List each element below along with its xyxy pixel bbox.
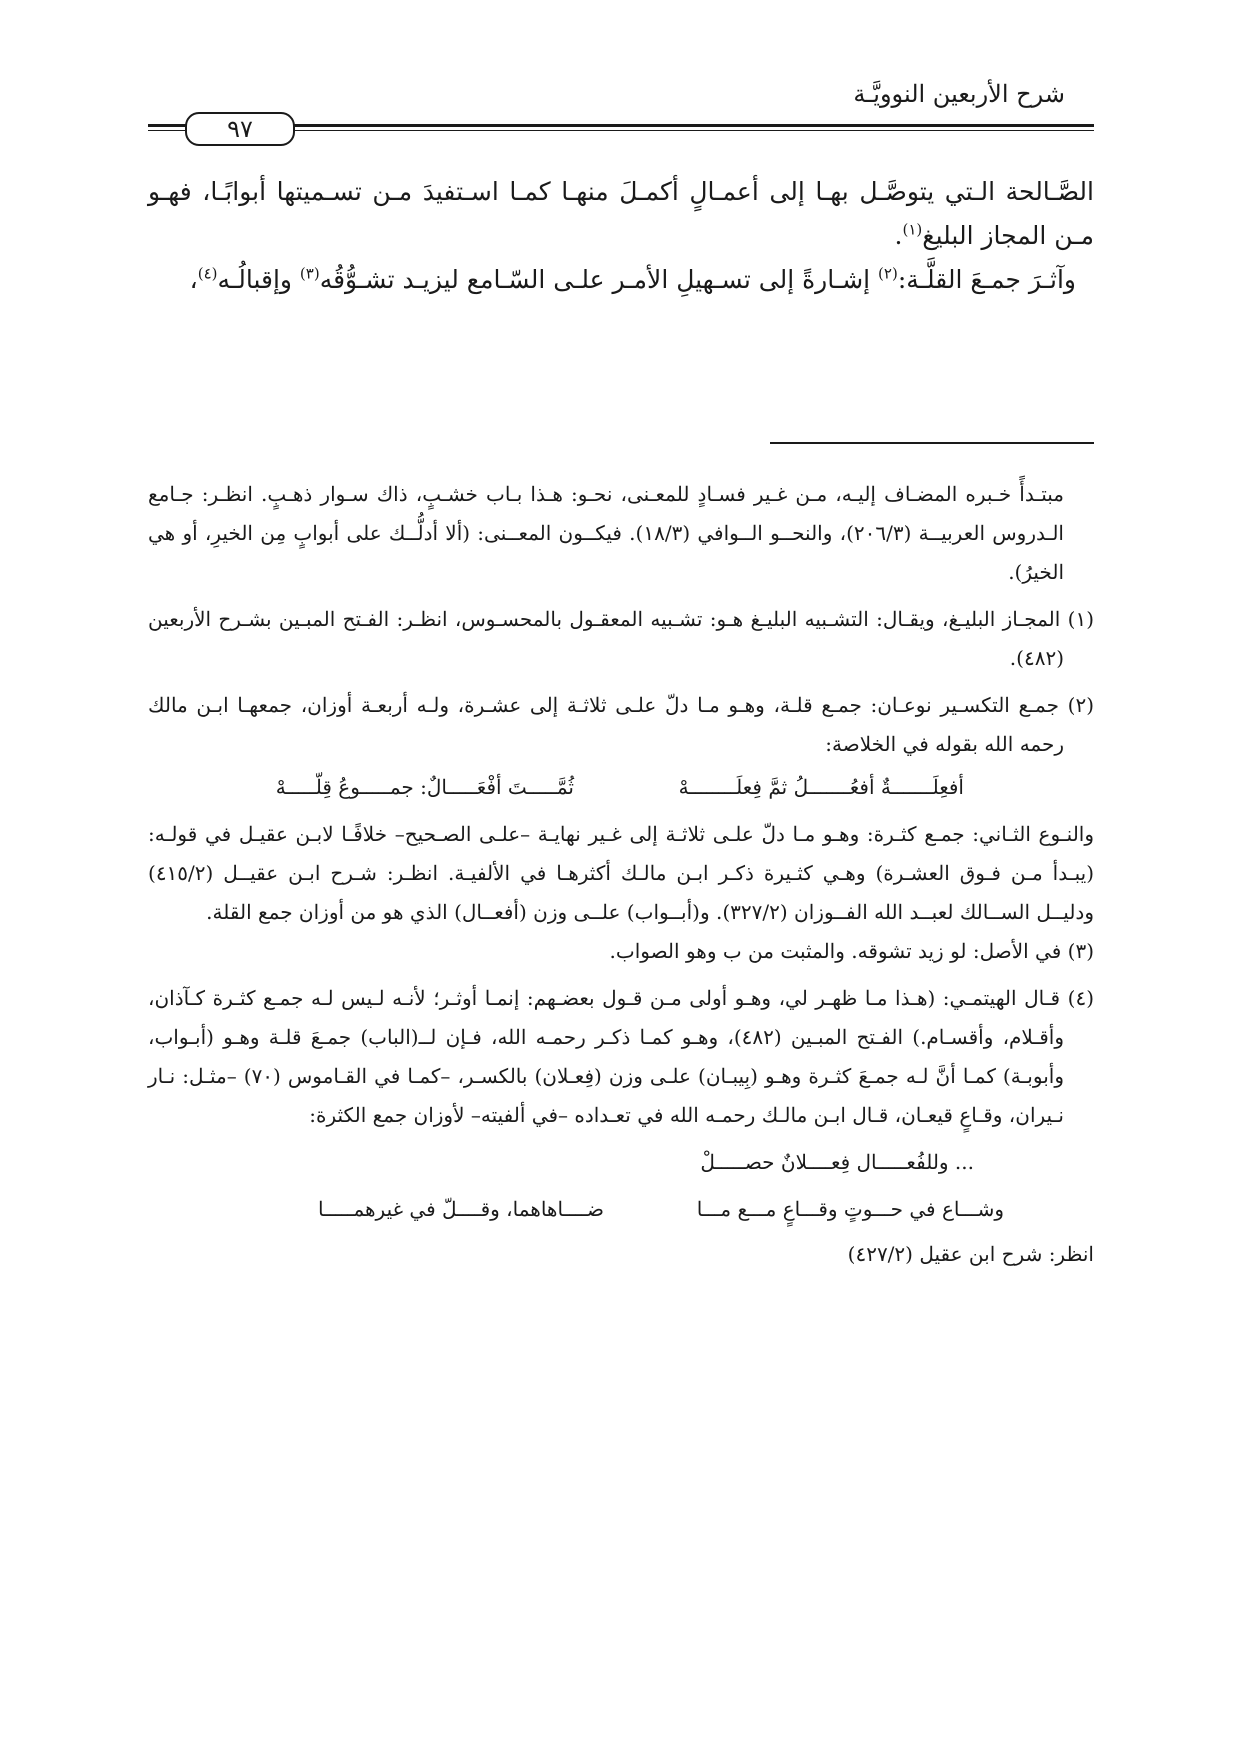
footnote-2: (٢) جمـع التكسـير نوعـان: جمـع قلـة، وهـو مـا دلّ علـى ثلاثـة إلى عشـرة، ولـه أربعـة أوزان، جمعهـا ابـن مالك رحمه الله بقوله في الخلاصة: bbox=[148, 693, 1094, 756]
footnote-ref-4[interactable]: (٤) bbox=[197, 264, 218, 283]
main-paragraph-2: وآثـرَ جمـعَ القلَّـة:$^{(٢)}$ إشـارةً إلى تسـهيلِ الأمـر علـى السّـامع ليزيـد تشـوُّقُه$^{(٣)}$ وإقبالُـه$^{(٤)}$، bbox=[189, 264, 1076, 294]
running-header-title: شرح الأربعين النوويَّـة bbox=[853, 80, 1065, 108]
page-number: ٩٧ bbox=[227, 115, 253, 143]
footnote-ref-1[interactable]: (١) bbox=[902, 220, 923, 239]
main-paragraph-1: الصَّـالحة الـتي يتوصَّـل بهـا إلى أعمـالٍ أكمـلَ منهـا كمـا اسـتفيدَ مـن تسـميتها أبوابًـا، فهـو مـن المجاز البليغ$^{(١)}$. bbox=[148, 177, 1094, 250]
main-text bbox=[148, 170, 1094, 302]
verse-hemistich-right: وشـــاع في حـــوتٍ وقـــاعٍ مـــع مـــا bbox=[696, 1197, 1004, 1221]
verse-hemistich-left: ضــــاهاهما، وقــــلّ في غيرهمـــــا bbox=[318, 1197, 604, 1221]
footnotes-section bbox=[148, 475, 1094, 1274]
footnote-4-reference: انظر: شرح ابن عقيل (٤٢٧/٢) bbox=[847, 1242, 1094, 1266]
page-number-badge bbox=[185, 112, 295, 146]
footnote-separator bbox=[770, 442, 1094, 444]
footnote-4-verse-1: ... وللفُعـــــال فِعــــلانٌ حصـــــلْ bbox=[700, 1150, 974, 1174]
footnote-continuation: مبتـدأً خـبره المضـاف إليـه، مـن غـير فسـادٍ للمعـنى، نحـو: هـذا بـاب خشـبٍ، ذاك سـوار ذهـبٍ. انظـر: جـامع الـدروس العربيــة (٢٠٦/٣)، والنحــو الــوافي (١٨/٣). فيكــون المعــنى: (ألا أدلُّــك على أبوابٍ مِن الخيرِ، أو هي الخيرُ). bbox=[148, 482, 1064, 584]
footnote-2-continuation: والنـوع الثـاني: جمـع كثـرة: وهـو مـا دلّ علـى ثلاثـة إلى غـير نهايـة –علـى الصـحيح– خلافًـا لابـن عقيـل في قولـه: (يبـدأ مـن فـوق العشـرة) وهـي كثـيرة ذكـر ابـن مالـك أكثرهـا في الألفيـة. انظـر: شـرح ابـن عقيــل (٤١٥/٢) ودليــل الســالك لعبــد الله الفــوزان (٣٢٧/٢). و(أبــواب) علــى وزن (أفعــال) الذي هو من أوزان جمع القلة. bbox=[148, 822, 1094, 924]
footnote-ref-3[interactable]: (٣) bbox=[299, 264, 320, 283]
footnote-2-verse bbox=[148, 768, 1094, 807]
verse-hemistich-left: ثُمَّـــــتَ أفْعَـــــالٌ: جمـــــوعُ قِلّـــــهْ bbox=[275, 775, 574, 799]
footnote-3: (٣) في الأصل: لو زيد تشوقه. والمثبت من ب وهو الصواب. bbox=[609, 939, 1094, 963]
verse-hemistich-right: أفعِلَـــــــةٌ أفعُـــــــلُ ثمَّ فِعلَــــــــهْ bbox=[678, 775, 964, 799]
footnote-ref-2[interactable]: (٢) bbox=[878, 264, 898, 283]
footnote-1: (١) المجـاز البليـغ، ويقـال: التشـبيه البليـغ هـو: تشـبيه المعقـول بالمحسـوس، انظـر: الفـتح المبـين بشـرح الأربعين (٤٨٢). bbox=[148, 607, 1094, 670]
footnote-4-verse-2 bbox=[148, 1190, 1094, 1229]
footnote-4: (٤) قـال الهيتمـي: (هـذا مـا ظهـر لي، وهـو أولى مـن قـول بعضـهم: إنمـا أوثـر؛ لأنـه لـيس لـه جمـع كثـرة كـآذان، وأقـلام، وأقسـام.) الفـتح المبـين (٤٨٢)، وهـو كمـا ذكـر رحمـه الله، فـإن لــ(الباب) جمـعَ قلـة وهـو (أبـواب، وأبوبـة) كمـا أنَّ لـه جمـعَ كثـرة وهـو (بِيبـان) علـى وزن (فِعـلان) بالكسـر، –كمـا في القـاموس (٧٠) –مثـل: نـار نـيران، وقـاعٍ قيعـان، قـال ابـن مالـك رحمـه الله في تعـداده –في ألفيته– لأوزان جمع الكثرة: bbox=[148, 986, 1094, 1127]
